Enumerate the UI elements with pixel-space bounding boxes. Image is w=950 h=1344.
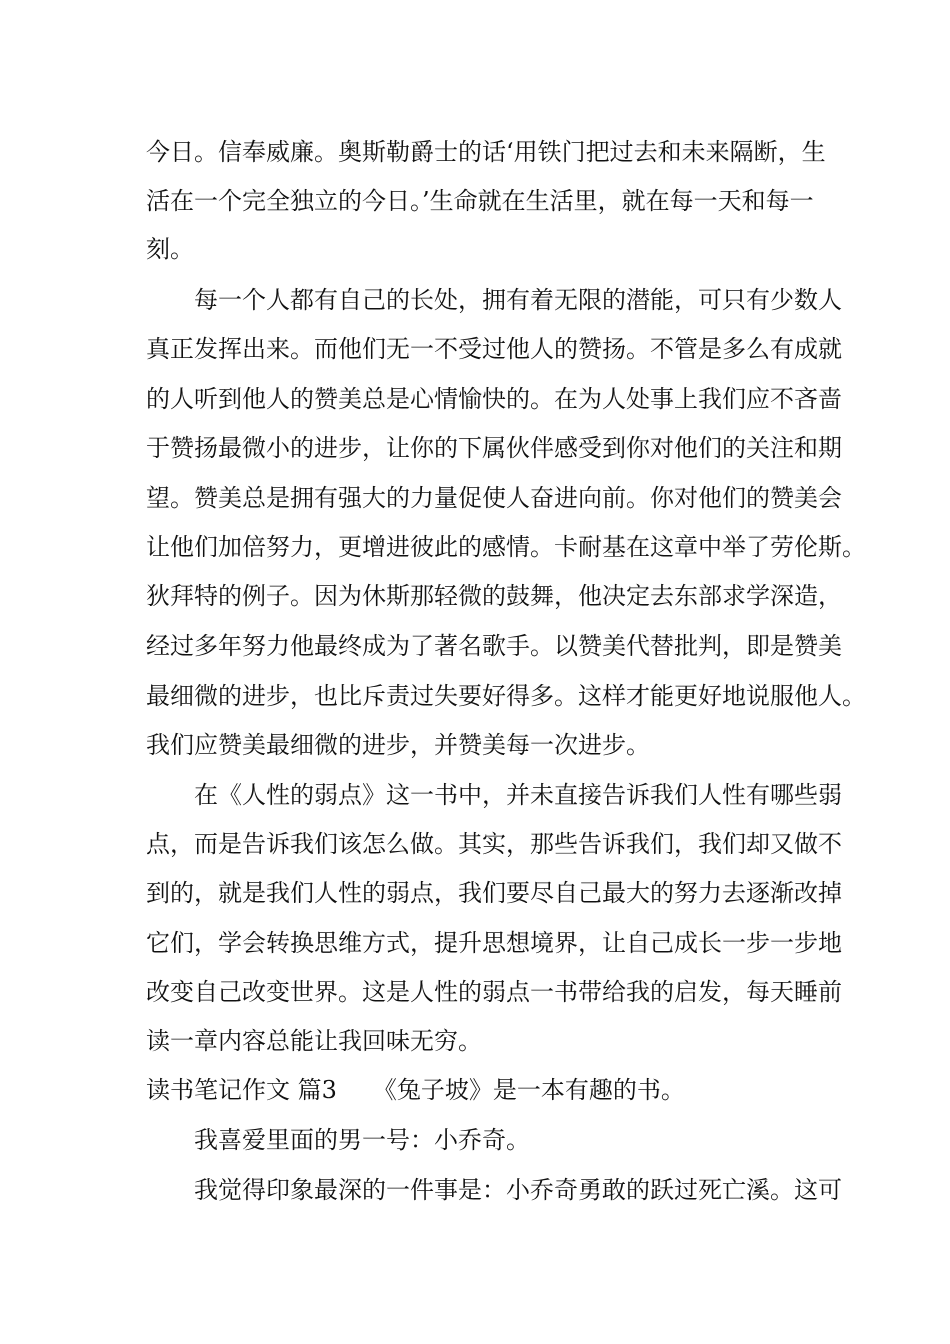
text-line: 它们，学会转换思维方式，提升思想境界，让自己成长一步一步地 xyxy=(146,929,842,957)
text-line: 在《人性的弱点》这一书中，并未直接告诉我们人性有哪些弱 xyxy=(194,781,842,809)
text-line: 到的，就是我们人性的弱点，我们要尽自己最大的努力去逐渐改掉 xyxy=(146,879,842,907)
text-line: 最细微的进步，也比斥责过失要好得多。这样才能更好地说服他人。 xyxy=(146,682,866,710)
text-line: 读一章内容总能让我回味无穷。 xyxy=(146,1027,482,1055)
section-heading: 读书笔记作文 篇3 《兔子坡》是一本有趣的书。 xyxy=(146,1076,685,1104)
text-line: 狄拜特的例子。因为休斯那轻微的鼓舞，他决定去东部求学深造， xyxy=(146,582,842,610)
text-line: 经过多年努力他最终成为了著名歌手。以赞美代替批判，即是赞美 xyxy=(146,632,842,660)
text-line: 我喜爱里面的男一号：小乔奇。 xyxy=(194,1126,530,1154)
text-line: 我们应赞美最细微的进步，并赞美每一次进步。 xyxy=(146,731,650,759)
text-line: 望。赞美总是拥有强大的力量促使人奋进向前。你对他们的赞美会 xyxy=(146,484,842,512)
text-line: 真正发挥出来。而他们无一不受过他人的赞扬。不管是多么有成就 xyxy=(146,335,842,363)
text-line: 让他们加倍努力，更增进彼此的感情。卡耐基在这章中举了劳伦斯。 xyxy=(146,533,866,561)
text-line: 今日。信奉威廉。奥斯勒爵士的话‘用铁门把过去和未来隔断，生 xyxy=(146,138,826,166)
text-line: 点，而是告诉我们该怎么做。其实，那些告诉我们，我们却又做不 xyxy=(146,830,842,858)
text-line: 每一个人都有自己的长处，拥有着无限的潜能，可只有少数人 xyxy=(194,286,842,314)
text-line: 的人听到他人的赞美总是心情愉快的。在为人处事上我们应不吝啬 xyxy=(146,385,842,413)
text-line: 改变自己改变世界。这是人性的弱点一书带给我的启发，每天睡前 xyxy=(146,978,842,1006)
text-line: 刻。 xyxy=(146,235,194,263)
text-line: 我觉得印象最深的一件事是：小乔奇勇敢的跃过死亡溪。这可 xyxy=(194,1176,842,1204)
text-line: 于赞扬最微小的进步，让你的下属伙伴感受到你对他们的关注和期 xyxy=(146,434,842,462)
text-line: 活在一个完全独立的今日。’生命就在生活里，就在每一天和每一 xyxy=(146,187,814,215)
